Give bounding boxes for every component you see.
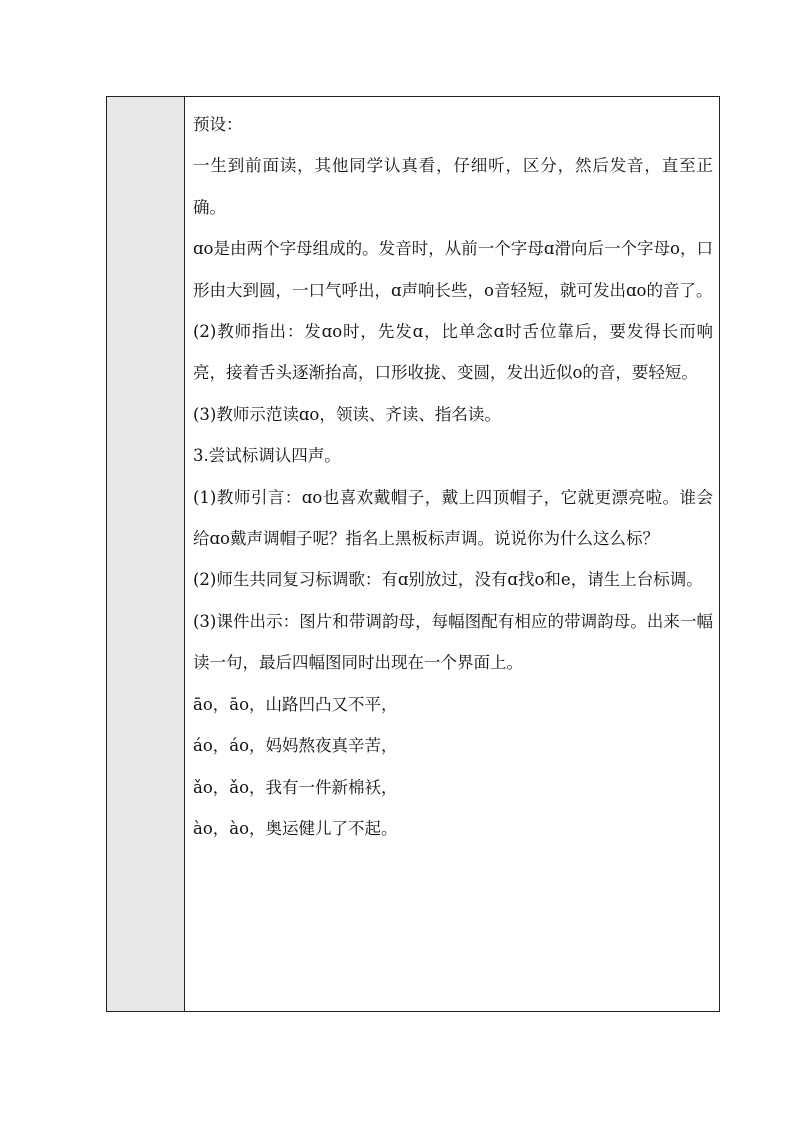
rhyme-line-3: ǎo，ǎo，我有一件新棉袄， <box>193 777 398 797</box>
paragraph-teacher-demo: (3)教师示范读ɑo，领读、齐读、指名读。 <box>193 404 501 424</box>
paragraph-ao-composition: ɑo是由两个字母组成的。发音时，从前一个字母ɑ滑向后一个字母o，口形由大到圆，一口气呼出，ɑ声响长些，o音轻短，就可发出ɑo的音了。 <box>193 239 713 300</box>
rhyme-line-1: āo，āo，山路凹凸又不平， <box>193 694 398 714</box>
section-heading-tones: 3.尝试标调认四声。 <box>193 446 341 466</box>
paragraph-teacher-points: (2)教师指出：发ɑo时，先发ɑ，比单念ɑ时舌位靠后，要发得长而响亮，接着舌头逐渐抬高，口形收拢、变圆，发出近似o的音，要轻短。 <box>193 322 713 383</box>
rhyme-line-4: ào，ào，奥运健儿了不起。 <box>193 818 398 838</box>
rhyme-line-2: áo，áo，妈妈熬夜真辛苦， <box>193 736 398 756</box>
table-content-cell <box>185 97 719 1011</box>
lesson-table <box>106 96 720 1012</box>
paragraph-student-read: 一生到前面读，其他同学认真看，仔细听，区分，然后发音，直至正确。 <box>193 156 713 217</box>
paragraph-teacher-intro: (1)教师引言：ɑo也喜欢戴帽子，戴上四顶帽子，它就更漂亮啦。谁会给ɑo戴声调帽子呢？指名上黑板标声调。说说你为什么这么标？ <box>193 487 713 549</box>
paragraph-tone-song: (2)师生共同复习标调歌：有ɑ别放过，没有ɑ找o和e，请生上台标调。 <box>193 570 703 590</box>
table-label-cell <box>107 97 185 1011</box>
paragraph-preset: 预设： <box>193 115 243 134</box>
paragraph-courseware: (3)课件出示：图片和带调韵母，每幅图配有相应的带调韵母。出来一幅读一句，最后四幅图同时出现在一个界面上。 <box>193 611 713 673</box>
